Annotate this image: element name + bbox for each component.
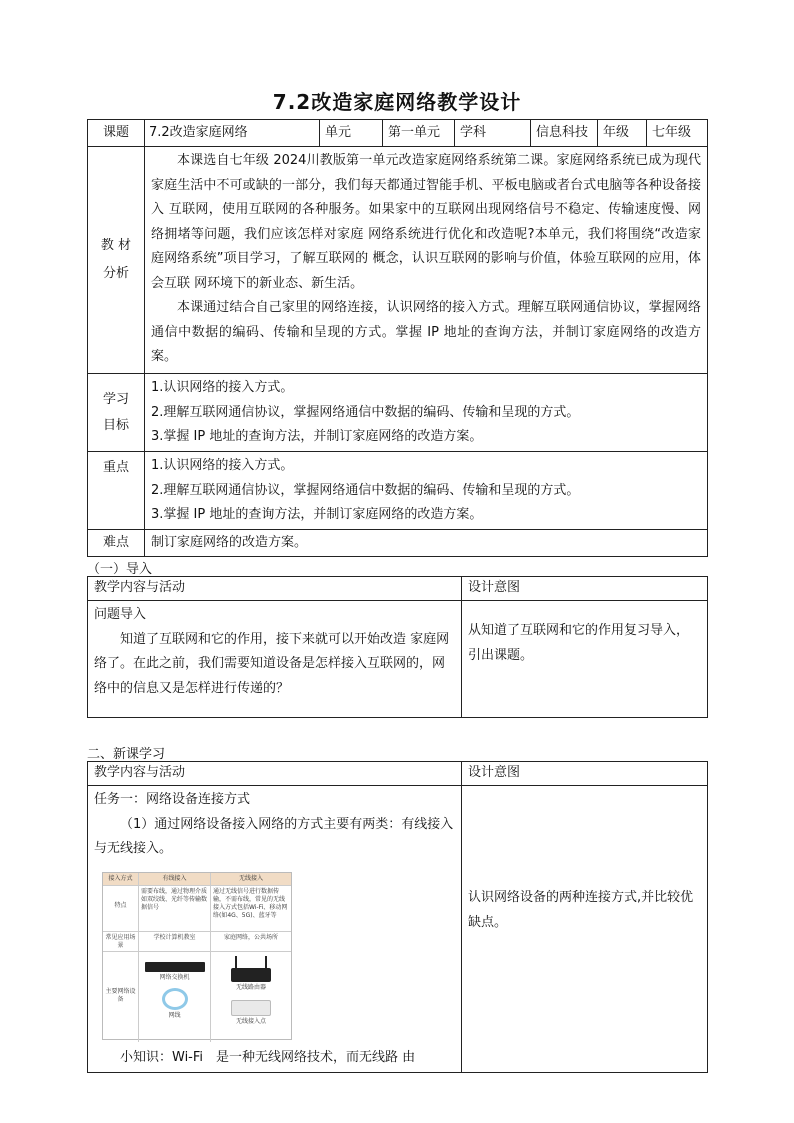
label-learning-goals: 学习 目标 bbox=[88, 374, 145, 452]
intro-col-activity: 教学内容与活动 bbox=[88, 577, 462, 601]
label-key-points: 重点 bbox=[88, 452, 145, 530]
caption-cable: 网线 bbox=[168, 1011, 181, 1019]
subject-value: 信息科技 bbox=[531, 120, 598, 147]
goal-item: 3.掌握 IP 地址的查询方法，并制订家庭网络的改造方案。 bbox=[151, 429, 483, 444]
intro-activity-cell bbox=[88, 601, 462, 718]
difficulty-value: 制订家庭网络的改造方案。 bbox=[145, 530, 708, 557]
point-1: （1）通过网络设备接入网络的方式主要有两类：有线接入与无线接入。 bbox=[94, 816, 454, 856]
new-col-activity: 教学内容与活动 bbox=[88, 762, 462, 786]
new-activity-cell bbox=[88, 786, 462, 1073]
key-item: 1.认识网络的接入方式。 bbox=[151, 458, 294, 473]
section-new-lesson-label: 二、新课学习 bbox=[87, 747, 166, 762]
key-item: 2.理解互联网通信协议，掌握网络通信中数据的编码、传输和呈现的方式。 bbox=[151, 482, 580, 498]
figure-row-scene: 常见应用场景 学校计算机教室 家庭网络，公共场所 bbox=[103, 932, 291, 952]
key-item: 3.掌握 IP 地址的查询方法，并制订家庭网络的改造方案。 bbox=[151, 507, 483, 522]
figure-row-devices: 主要网络设备 网络交换机 网线 无线路由器 无线接入点 bbox=[103, 952, 291, 1042]
task-title: 任务一：网络设备连接方式 bbox=[94, 792, 251, 807]
intro-content: 知道了互联网和它的作用，接下来就可以开始改造 家庭网络了。在此之前，我们需要知道设备是怎样接入互联网的，网络中的信息又是怎样进行传递的？ bbox=[94, 631, 450, 696]
new-lesson-table bbox=[87, 761, 708, 1073]
intro-intent: 从知道了互联网和它的作用复习导入，引出课题。 bbox=[462, 601, 708, 718]
intro-heading: 问题导入 bbox=[94, 607, 147, 622]
key-points bbox=[145, 452, 708, 530]
label-subject: 学科 bbox=[455, 120, 531, 147]
material-analysis bbox=[145, 147, 708, 374]
wireless-router-image bbox=[231, 968, 271, 982]
grade-value: 七年级 bbox=[647, 120, 708, 147]
caption-switch: 网络交换机 bbox=[159, 973, 190, 981]
network-cable-image bbox=[162, 988, 188, 1010]
label-unit: 单元 bbox=[320, 120, 383, 147]
page-title: 7.2改造家庭网络教学设计 bbox=[272, 90, 522, 114]
label-grade: 年级 bbox=[598, 120, 647, 147]
figure-row-feature: 特点 需要布线，通过物理介质如双绞线、光纤等传输数据信号 通过无线信号进行数据传输，不需布线，常见的无线接入方式包括Wi-Fi、移动网络(如4G、5G)、蓝牙等 bbox=[103, 886, 291, 932]
course-info-table bbox=[87, 119, 708, 557]
material-paragraph-2: 本课通过结合自己家里的网络连接，认识网络的接入方式。理解互联网通信协议，掌握网络通信中数据的编码、传输和呈现的方式。掌握 IP 地址的查询方法，并制订家庭网络的改造方案。 bbox=[151, 300, 701, 364]
goal-item: 1.认识网络的接入方式。 bbox=[151, 380, 294, 395]
section-intro-label: （一）导入 bbox=[87, 562, 153, 577]
unit-value: 第一单元 bbox=[383, 120, 455, 147]
material-paragraph-1: 本课选自七年级 2024川教版第一单元改造家庭网络系统第二课。家庭网络系统已成为现代家庭生活中不可或缺的一部分，我们每天都通过智能手机、平板电脑或者台式电脑等各种设备接入 互联网，使用互联网的各种服务。如果家中的互联网出现网络信号不稳定、传输速度慢、网络拥堵等问题，我们应该怎样对家庭 网络系统进行优化和改造呢?本单元，我们将围绕“改造家庭网络系统”项目学习，了解互联网的 概念，认识互联网的影响与价值，体验互联网的应用，体会互联 网环境下的新业态、新生活。 bbox=[151, 153, 701, 291]
access-point-image bbox=[231, 1000, 271, 1016]
label-material-analysis: 教 材 分析 bbox=[88, 147, 145, 374]
caption-router: 无线路由器 bbox=[235, 983, 266, 991]
label-difficulty: 难点 bbox=[88, 530, 145, 557]
new-intent: 认识网络设备的两种连接方式,并比较优缺点。 bbox=[462, 786, 708, 1073]
intro-table bbox=[87, 576, 708, 718]
new-col-intent: 设计意图 bbox=[462, 762, 708, 786]
label-course: 课题 bbox=[88, 120, 145, 147]
goal-item: 2.理解互联网通信协议，掌握网络通信中数据的编码、传输和呈现的方式。 bbox=[151, 404, 580, 420]
intro-col-intent: 设计意图 bbox=[462, 577, 708, 601]
access-comparison-figure bbox=[102, 872, 292, 1040]
network-switch-image bbox=[145, 962, 205, 972]
learning-goals bbox=[145, 374, 708, 452]
figure-header: 接入方式 有线接入 无线接入 bbox=[103, 873, 291, 886]
course-value: 7.2改造家庭网络 bbox=[145, 120, 320, 147]
tip-text: 小知识：Wi-Fi 是一种无线网络技术，而无线路 由 bbox=[120, 1049, 416, 1065]
caption-access-point: 无线接入点 bbox=[235, 1017, 266, 1025]
